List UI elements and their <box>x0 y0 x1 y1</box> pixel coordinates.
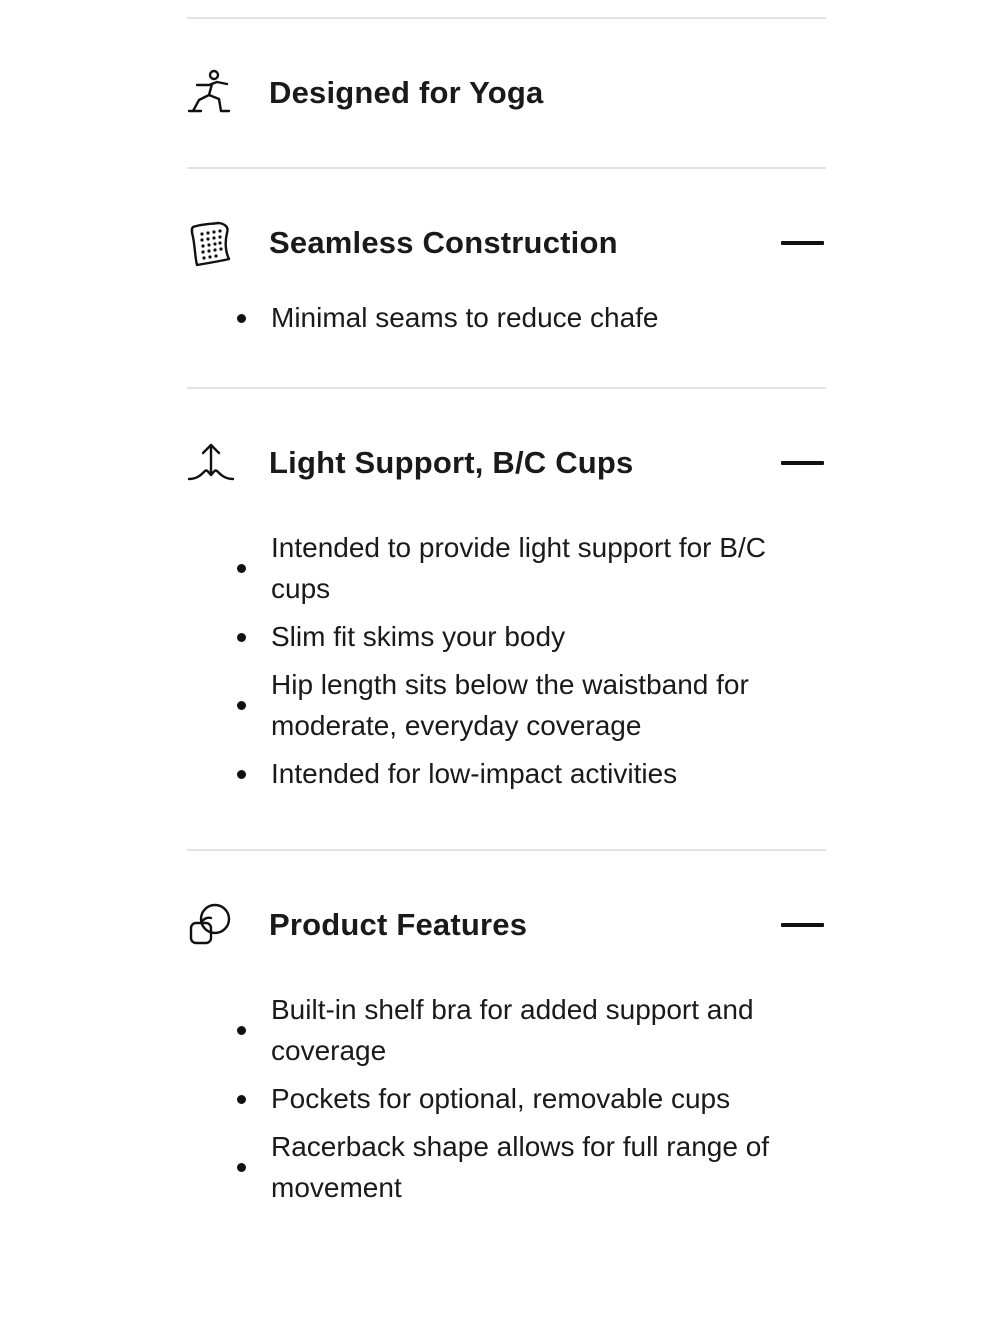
bullet-icon <box>237 1163 246 1172</box>
list-item: Slim fit skims your body <box>271 616 826 657</box>
bullet-icon <box>237 564 246 573</box>
bullet-list <box>187 297 826 387</box>
list-item: Intended for low-impact activities <box>271 753 826 794</box>
product-details-accordion <box>187 0 826 1215</box>
bullet-icon <box>237 1026 246 1035</box>
light-support-icon <box>187 439 235 487</box>
collapse-minus-icon[interactable] <box>781 923 824 927</box>
list-item: Racerback shape allows for full range of movement <box>271 1126 826 1208</box>
collapse-minus-icon[interactable] <box>781 241 824 245</box>
bullet-list <box>187 527 826 849</box>
list-item: Built-in shelf bra for added support and coverage <box>271 989 826 1071</box>
list-item: Hip length sits below the waistband for moderate, everyday coverage <box>271 664 826 746</box>
section-title: Product Features <box>269 907 528 942</box>
bullet-icon <box>237 1095 246 1104</box>
bullet-icon <box>237 701 246 710</box>
seamless-fabric-icon <box>187 219 235 267</box>
section-header-product-features[interactable] <box>187 851 826 999</box>
section-designed-for-yoga <box>187 19 826 167</box>
section-title: Light Support, B/C Cups <box>269 445 634 480</box>
bullet-icon <box>237 770 246 779</box>
section-header-designed-for-yoga[interactable] <box>187 19 826 167</box>
section-header-light-support[interactable] <box>187 389 826 537</box>
section-light-support <box>187 389 826 849</box>
bullet-icon <box>237 314 246 323</box>
section-seamless-construction <box>187 169 826 387</box>
section-header-seamless-construction[interactable] <box>187 169 826 317</box>
section-title: Seamless Construction <box>269 225 618 260</box>
collapse-minus-icon[interactable] <box>781 461 824 465</box>
list-item: Pockets for optional, removable cups <box>271 1078 826 1119</box>
product-features-icon <box>187 901 235 949</box>
bullet-list <box>187 989 826 1208</box>
section-product-features <box>187 851 826 1208</box>
bullet-icon <box>237 633 246 642</box>
list-item: Intended to provide light support for B/C cups <box>271 527 826 609</box>
list-item: Minimal seams to reduce chafe <box>271 297 826 338</box>
yoga-pose-icon <box>187 69 235 117</box>
section-title: Designed for Yoga <box>269 75 544 110</box>
